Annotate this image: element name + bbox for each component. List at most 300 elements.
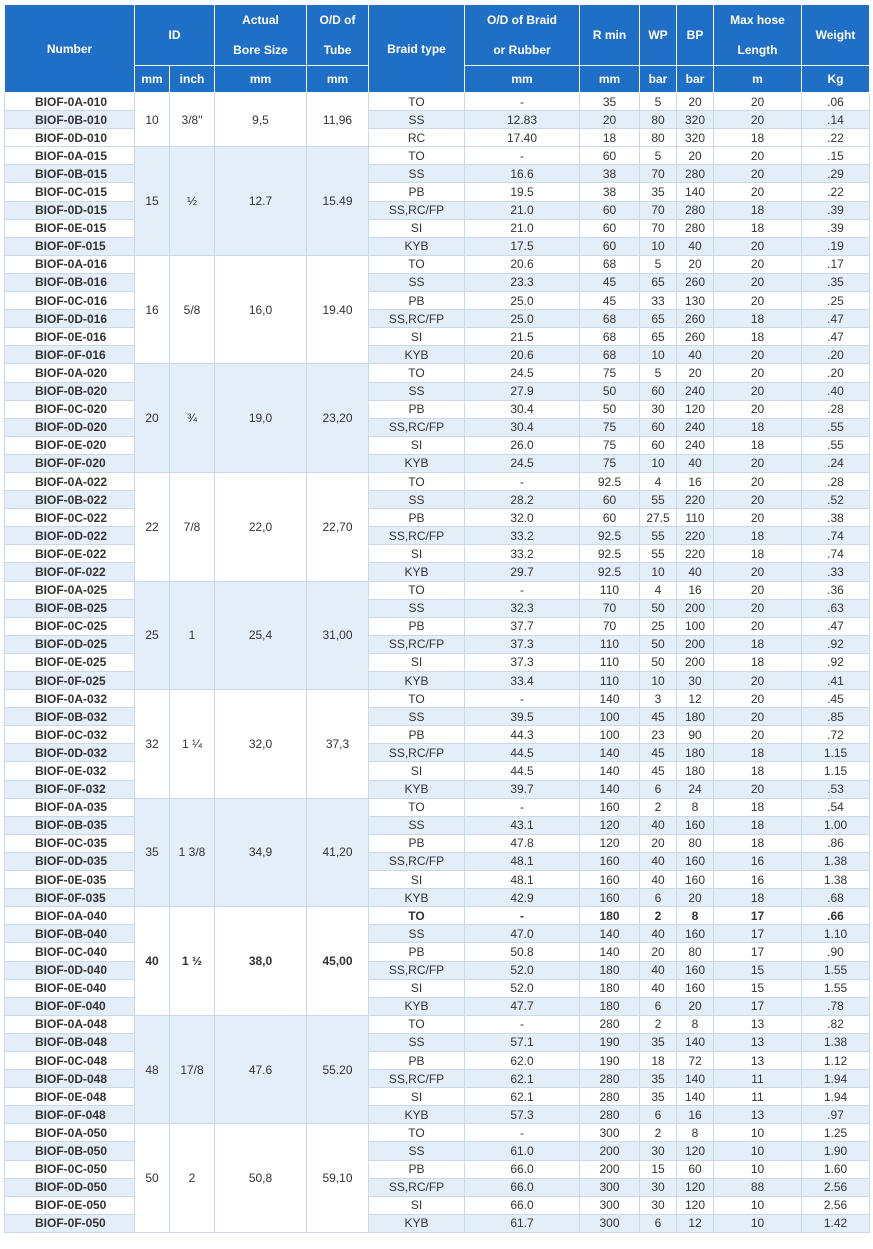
cell-number: BIOF-0E-015 xyxy=(5,219,135,237)
cell-number: BIOF-0E-020 xyxy=(5,436,135,454)
cell-braid-type: SS,RC/FP xyxy=(369,852,465,870)
cell-braid-type: SS xyxy=(369,165,465,183)
table-row xyxy=(5,563,870,581)
cell-number: BIOF-0F-016 xyxy=(5,346,135,364)
cell-weight: 1.10 xyxy=(802,925,870,943)
unit-id-mm: mm xyxy=(135,66,170,93)
cell-weight: .19 xyxy=(802,237,870,255)
cell-weight: .92 xyxy=(802,653,870,671)
cell-bp: 8 xyxy=(677,907,714,925)
cell-wp: 4 xyxy=(640,472,677,490)
cell-length: 13 xyxy=(714,1015,802,1033)
cell-rmin: 70 xyxy=(580,617,640,635)
cell-rmin: 50 xyxy=(580,400,640,418)
cell-braid-od: 57.1 xyxy=(465,1033,580,1051)
table-row xyxy=(5,961,870,979)
size-group xyxy=(5,690,870,799)
cell-number: BIOF-0E-025 xyxy=(5,653,135,671)
unit-weight: Kg xyxy=(802,66,870,93)
cell-braid-type: PB xyxy=(369,726,465,744)
table-row xyxy=(5,762,870,780)
cell-wp: 33 xyxy=(640,292,677,310)
cell-wp: 6 xyxy=(640,1106,677,1124)
cell-braid-od: 43.1 xyxy=(465,816,580,834)
cell-braid-od: 21.0 xyxy=(465,219,580,237)
cell-weight: .92 xyxy=(802,635,870,653)
cell-bp: 160 xyxy=(677,816,714,834)
cell-rmin: 300 xyxy=(580,1196,640,1214)
cell-number: BIOF-0E-032 xyxy=(5,762,135,780)
cell-braid-od: 42.9 xyxy=(465,889,580,907)
cell-number: BIOF-0D-015 xyxy=(5,201,135,219)
cell-number: BIOF-0C-025 xyxy=(5,617,135,635)
cell-weight: .20 xyxy=(802,364,870,382)
cell-number: BIOF-0B-040 xyxy=(5,925,135,943)
cell-length: 20 xyxy=(714,780,802,798)
cell-braid-type: SS xyxy=(369,111,465,129)
cell-length: 18 xyxy=(714,436,802,454)
cell-number: BIOF-0D-040 xyxy=(5,961,135,979)
cell-length: 18 xyxy=(714,653,802,671)
cell-weight: .36 xyxy=(802,581,870,599)
cell-wp: 30 xyxy=(640,1178,677,1196)
cell-braid-type: SI xyxy=(369,1196,465,1214)
table-row xyxy=(5,129,870,147)
cell-weight: .47 xyxy=(802,617,870,635)
cell-wp: 2 xyxy=(640,1124,677,1142)
cell-braid-od: 32.0 xyxy=(465,509,580,527)
cell-braid-od: 20.6 xyxy=(465,346,580,364)
cell-braid-od: 62.1 xyxy=(465,1088,580,1106)
cell-rmin: 300 xyxy=(580,1124,640,1142)
cell-bp: 120 xyxy=(677,1142,714,1160)
table-row xyxy=(5,1051,870,1069)
table-row xyxy=(5,165,870,183)
header-id: ID xyxy=(135,5,215,66)
cell-bp: 180 xyxy=(677,744,714,762)
cell-weight: .52 xyxy=(802,491,870,509)
cell-bp: 320 xyxy=(677,129,714,147)
cell-wp: 65 xyxy=(640,310,677,328)
cell-bore: 38,0 xyxy=(215,907,307,1016)
cell-wp: 6 xyxy=(640,1214,677,1232)
cell-length: 18 xyxy=(714,219,802,237)
cell-rmin: 38 xyxy=(580,165,640,183)
cell-braid-od: 19.5 xyxy=(465,183,580,201)
cell-braid-type: SS xyxy=(369,491,465,509)
table-row xyxy=(5,400,870,418)
cell-braid-type: PB xyxy=(369,1051,465,1069)
unit-braid-od: mm xyxy=(465,66,580,93)
table-row xyxy=(5,635,870,653)
cell-tube-od: 23,20 xyxy=(307,364,369,473)
cell-rmin: 70 xyxy=(580,599,640,617)
cell-rmin: 60 xyxy=(580,237,640,255)
table-row xyxy=(5,617,870,635)
cell-length: 20 xyxy=(714,364,802,382)
cell-number: BIOF-0F-022 xyxy=(5,563,135,581)
cell-id-inch: 5/8 xyxy=(170,255,215,364)
table-row xyxy=(5,1214,870,1232)
cell-weight: .55 xyxy=(802,436,870,454)
cell-braid-od: 29.7 xyxy=(465,563,580,581)
cell-braid-type: SS,RC/FP xyxy=(369,527,465,545)
cell-weight: 1.60 xyxy=(802,1160,870,1178)
table-row xyxy=(5,653,870,671)
header-tube-od: O/D of Tube xyxy=(307,5,369,66)
size-group xyxy=(5,798,870,907)
cell-length: 20 xyxy=(714,563,802,581)
cell-bp: 20 xyxy=(677,364,714,382)
cell-rmin: 280 xyxy=(580,1070,640,1088)
cell-number: BIOF-0E-040 xyxy=(5,979,135,997)
cell-wp: 20 xyxy=(640,943,677,961)
cell-braid-type: SS xyxy=(369,816,465,834)
cell-rmin: 92.5 xyxy=(580,472,640,490)
cell-bore: 19,0 xyxy=(215,364,307,473)
cell-number: BIOF-0A-016 xyxy=(5,255,135,273)
cell-bp: 160 xyxy=(677,925,714,943)
cell-length: 20 xyxy=(714,382,802,400)
cell-weight: .72 xyxy=(802,726,870,744)
cell-length: 10 xyxy=(714,1124,802,1142)
cell-bp: 60 xyxy=(677,1160,714,1178)
cell-rmin: 300 xyxy=(580,1214,640,1232)
cell-length: 20 xyxy=(714,726,802,744)
cell-number: BIOF-0A-022 xyxy=(5,472,135,490)
cell-number: BIOF-0C-032 xyxy=(5,726,135,744)
cell-number: BIOF-0E-022 xyxy=(5,545,135,563)
cell-wp: 10 xyxy=(640,454,677,472)
cell-weight: .82 xyxy=(802,1015,870,1033)
cell-length: 13 xyxy=(714,1033,802,1051)
cell-bp: 72 xyxy=(677,1051,714,1069)
cell-tube-od: 41,20 xyxy=(307,798,369,907)
cell-weight: .47 xyxy=(802,328,870,346)
cell-length: 20 xyxy=(714,273,802,291)
cell-wp: 70 xyxy=(640,201,677,219)
cell-length: 20 xyxy=(714,491,802,509)
cell-number: BIOF-0B-010 xyxy=(5,111,135,129)
cell-number: BIOF-0A-050 xyxy=(5,1124,135,1142)
cell-id-mm: 50 xyxy=(135,1124,170,1233)
cell-braid-od: 52.0 xyxy=(465,979,580,997)
cell-length: 15 xyxy=(714,979,802,997)
table-row xyxy=(5,255,870,273)
cell-length: 16 xyxy=(714,852,802,870)
cell-weight: 1.42 xyxy=(802,1214,870,1232)
size-group xyxy=(5,581,870,690)
cell-bore: 16,0 xyxy=(215,255,307,364)
header-braid-od: O/D of Braid or Rubber xyxy=(465,5,580,66)
cell-braid-type: KYB xyxy=(369,563,465,581)
cell-length: 20 xyxy=(714,147,802,165)
cell-id-inch: 17/8 xyxy=(170,1015,215,1124)
cell-braid-type: SI xyxy=(369,653,465,671)
cell-wp: 2 xyxy=(640,798,677,816)
cell-braid-type: TO xyxy=(369,255,465,273)
cell-rmin: 60 xyxy=(580,219,640,237)
cell-number: BIOF-0F-040 xyxy=(5,997,135,1015)
cell-braid-od: 25.0 xyxy=(465,310,580,328)
cell-braid-type: TO xyxy=(369,147,465,165)
cell-id-mm: 15 xyxy=(135,147,170,256)
cell-rmin: 60 xyxy=(580,147,640,165)
cell-weight: 1.00 xyxy=(802,816,870,834)
table-row xyxy=(5,219,870,237)
cell-bp: 220 xyxy=(677,491,714,509)
unit-length: m xyxy=(714,66,802,93)
cell-weight: .90 xyxy=(802,943,870,961)
cell-braid-od: - xyxy=(465,1124,580,1142)
cell-bp: 120 xyxy=(677,1178,714,1196)
table-row xyxy=(5,509,870,527)
cell-id-inch: 3/8" xyxy=(170,93,215,147)
cell-number: BIOF-0D-016 xyxy=(5,310,135,328)
cell-length: 18 xyxy=(714,816,802,834)
cell-length: 18 xyxy=(714,762,802,780)
cell-wp: 35 xyxy=(640,1033,677,1051)
cell-braid-type: TO xyxy=(369,798,465,816)
cell-bp: 200 xyxy=(677,599,714,617)
cell-rmin: 60 xyxy=(580,509,640,527)
cell-rmin: 20 xyxy=(580,111,640,129)
cell-braid-od: 66.0 xyxy=(465,1196,580,1214)
cell-rmin: 140 xyxy=(580,744,640,762)
cell-weight: .45 xyxy=(802,690,870,708)
cell-braid-od: 17.5 xyxy=(465,237,580,255)
cell-number: BIOF-0B-032 xyxy=(5,708,135,726)
cell-bp: 8 xyxy=(677,798,714,816)
cell-rmin: 92.5 xyxy=(580,563,640,581)
cell-bp: 160 xyxy=(677,979,714,997)
cell-bore: 32,0 xyxy=(215,690,307,799)
cell-number: BIOF-0C-035 xyxy=(5,834,135,852)
cell-number: BIOF-0B-015 xyxy=(5,165,135,183)
cell-bp: 240 xyxy=(677,382,714,400)
cell-braid-type: SI xyxy=(369,979,465,997)
cell-wp: 50 xyxy=(640,599,677,617)
cell-braid-type: KYB xyxy=(369,1214,465,1232)
table-row xyxy=(5,93,870,111)
cell-braid-type: RC xyxy=(369,129,465,147)
cell-length: 20 xyxy=(714,255,802,273)
unit-id-inch: inch xyxy=(170,66,215,93)
size-group xyxy=(5,364,870,473)
cell-tube-od: 11,96 xyxy=(307,93,369,147)
cell-number: BIOF-0E-016 xyxy=(5,328,135,346)
cell-braid-od: 30.4 xyxy=(465,418,580,436)
cell-bp: 260 xyxy=(677,273,714,291)
cell-weight: .35 xyxy=(802,273,870,291)
cell-number: BIOF-0F-025 xyxy=(5,672,135,690)
cell-wp: 35 xyxy=(640,1070,677,1088)
cell-length: 17 xyxy=(714,943,802,961)
cell-rmin: 160 xyxy=(580,852,640,870)
table-row xyxy=(5,382,870,400)
cell-braid-od: - xyxy=(465,798,580,816)
cell-rmin: 35 xyxy=(580,93,640,111)
cell-braid-od: 44.3 xyxy=(465,726,580,744)
cell-weight: 1.12 xyxy=(802,1051,870,1069)
cell-braid-od: - xyxy=(465,690,580,708)
cell-number: BIOF-0D-048 xyxy=(5,1070,135,1088)
cell-id-inch: 1 3/8 xyxy=(170,798,215,907)
cell-wp: 10 xyxy=(640,563,677,581)
table-row xyxy=(5,1196,870,1214)
cell-braid-od: 28.2 xyxy=(465,491,580,509)
cell-weight: 1.38 xyxy=(802,871,870,889)
cell-number: BIOF-0C-040 xyxy=(5,943,135,961)
cell-number: BIOF-0F-050 xyxy=(5,1214,135,1232)
cell-id-mm: 32 xyxy=(135,690,170,799)
cell-braid-od: 37.3 xyxy=(465,635,580,653)
cell-length: 10 xyxy=(714,1214,802,1232)
table-row xyxy=(5,852,870,870)
cell-weight: .74 xyxy=(802,545,870,563)
cell-length: 18 xyxy=(714,744,802,762)
cell-braid-type: KYB xyxy=(369,997,465,1015)
table-row xyxy=(5,491,870,509)
cell-rmin: 300 xyxy=(580,1178,640,1196)
cell-braid-od: 32.3 xyxy=(465,599,580,617)
cell-bp: 20 xyxy=(677,255,714,273)
cell-bore: 25,4 xyxy=(215,581,307,690)
cell-braid-od: 25.0 xyxy=(465,292,580,310)
table-row xyxy=(5,690,870,708)
cell-bp: 160 xyxy=(677,961,714,979)
cell-length: 88 xyxy=(714,1178,802,1196)
cell-weight: .53 xyxy=(802,780,870,798)
cell-wp: 65 xyxy=(640,273,677,291)
cell-braid-od: 20.6 xyxy=(465,255,580,273)
cell-wp: 40 xyxy=(640,852,677,870)
cell-braid-type: SS,RC/FP xyxy=(369,310,465,328)
cell-id-inch: ½ xyxy=(170,147,215,256)
cell-weight: .15 xyxy=(802,147,870,165)
cell-tube-od: 19.40 xyxy=(307,255,369,364)
cell-weight: .74 xyxy=(802,527,870,545)
cell-id-inch: 2 xyxy=(170,1124,215,1233)
cell-wp: 20 xyxy=(640,834,677,852)
table-row xyxy=(5,1124,870,1142)
table-row xyxy=(5,1142,870,1160)
cell-braid-type: TO xyxy=(369,581,465,599)
cell-rmin: 110 xyxy=(580,581,640,599)
cell-braid-type: PB xyxy=(369,183,465,201)
cell-bp: 16 xyxy=(677,1106,714,1124)
cell-bp: 240 xyxy=(677,418,714,436)
cell-braid-od: 39.7 xyxy=(465,780,580,798)
cell-bp: 280 xyxy=(677,219,714,237)
cell-number: BIOF-0F-032 xyxy=(5,780,135,798)
cell-number: BIOF-0D-025 xyxy=(5,635,135,653)
cell-braid-od: - xyxy=(465,472,580,490)
cell-braid-type: KYB xyxy=(369,346,465,364)
cell-number: BIOF-0D-050 xyxy=(5,1178,135,1196)
cell-braid-od: 57.3 xyxy=(465,1106,580,1124)
cell-length: 20 xyxy=(714,346,802,364)
cell-wp: 4 xyxy=(640,581,677,599)
cell-rmin: 100 xyxy=(580,726,640,744)
cell-bp: 280 xyxy=(677,201,714,219)
hose-spec-table xyxy=(4,4,870,1233)
cell-weight: .39 xyxy=(802,219,870,237)
cell-number: BIOF-0A-035 xyxy=(5,798,135,816)
cell-bp: 130 xyxy=(677,292,714,310)
table-row xyxy=(5,472,870,490)
cell-wp: 5 xyxy=(640,255,677,273)
table-row xyxy=(5,111,870,129)
cell-rmin: 92.5 xyxy=(580,545,640,563)
cell-bp: 240 xyxy=(677,436,714,454)
cell-number: BIOF-0C-016 xyxy=(5,292,135,310)
cell-weight: .68 xyxy=(802,889,870,907)
cell-braid-od: 44.5 xyxy=(465,744,580,762)
table-row xyxy=(5,527,870,545)
cell-id-mm: 20 xyxy=(135,364,170,473)
unit-wp: bar xyxy=(640,66,677,93)
cell-bore: 50,8 xyxy=(215,1124,307,1233)
cell-braid-od: - xyxy=(465,581,580,599)
cell-weight: .17 xyxy=(802,255,870,273)
cell-number: BIOF-0E-050 xyxy=(5,1196,135,1214)
cell-weight: 2.56 xyxy=(802,1178,870,1196)
cell-braid-od: 66.0 xyxy=(465,1160,580,1178)
table-row xyxy=(5,925,870,943)
cell-rmin: 60 xyxy=(580,491,640,509)
table-row xyxy=(5,1033,870,1051)
cell-weight: .38 xyxy=(802,509,870,527)
cell-wp: 45 xyxy=(640,762,677,780)
cell-weight: .97 xyxy=(802,1106,870,1124)
cell-braid-od: 47.8 xyxy=(465,834,580,852)
cell-wp: 40 xyxy=(640,961,677,979)
cell-wp: 25 xyxy=(640,617,677,635)
cell-weight: .06 xyxy=(802,93,870,111)
cell-weight: .41 xyxy=(802,672,870,690)
cell-braid-od: 48.1 xyxy=(465,852,580,870)
cell-bp: 80 xyxy=(677,943,714,961)
cell-weight: .78 xyxy=(802,997,870,1015)
cell-number: BIOF-0D-010 xyxy=(5,129,135,147)
cell-weight: .14 xyxy=(802,111,870,129)
cell-wp: 10 xyxy=(640,346,677,364)
cell-number: BIOF-0D-022 xyxy=(5,527,135,545)
cell-length: 20 xyxy=(714,509,802,527)
cell-wp: 40 xyxy=(640,871,677,889)
cell-bp: 40 xyxy=(677,454,714,472)
cell-weight: 2.56 xyxy=(802,1196,870,1214)
cell-rmin: 200 xyxy=(580,1160,640,1178)
cell-length: 20 xyxy=(714,454,802,472)
cell-rmin: 110 xyxy=(580,653,640,671)
table-row xyxy=(5,871,870,889)
cell-rmin: 190 xyxy=(580,1033,640,1051)
cell-weight: 1.55 xyxy=(802,979,870,997)
table-row xyxy=(5,798,870,816)
cell-wp: 40 xyxy=(640,816,677,834)
cell-number: BIOF-0E-048 xyxy=(5,1088,135,1106)
cell-bp: 260 xyxy=(677,310,714,328)
cell-braid-od: 27.9 xyxy=(465,382,580,400)
cell-wp: 50 xyxy=(640,635,677,653)
cell-bp: 90 xyxy=(677,726,714,744)
cell-braid-type: KYB xyxy=(369,454,465,472)
cell-braid-type: TO xyxy=(369,907,465,925)
cell-wp: 45 xyxy=(640,744,677,762)
header-weight: Weight xyxy=(802,5,870,66)
